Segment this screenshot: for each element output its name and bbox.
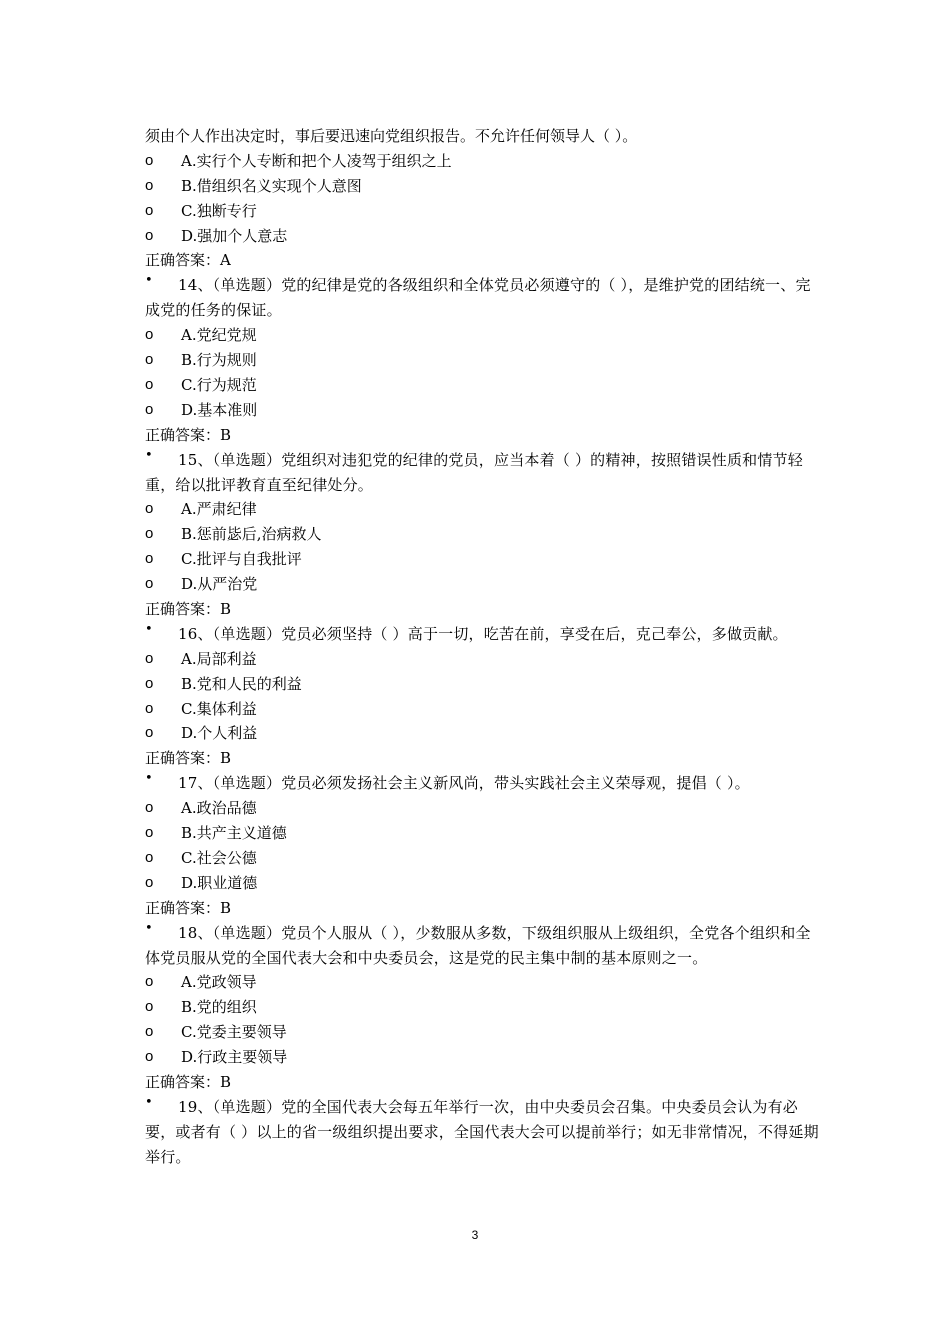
question-text: 15、（单选题）党组织对违犯党的纪律的党员，应当本着（ ）的精神，按照错误性质和情节轻重，给以批评教育直至纪律处分。 <box>145 450 803 494</box>
question-block <box>145 1095 820 1170</box>
question-text: 18、（单选题）党员个人服从（ ），少数服从多数，下级组织服从上级组织，全党各个组织和全体党员服从党的全国代表大会和中央委员会，这是党的民主集中制的基本原则之一。 <box>145 923 811 967</box>
option-bullet: o <box>145 699 154 717</box>
answer-line: 正确答案：B <box>145 898 232 917</box>
question-bullet: • <box>145 621 153 637</box>
answer-option <box>145 348 820 373</box>
question-text: 19、（单选题）党的全国代表大会每五年举行一次，由中央委员会召集。中央委员会认为有必要，或者有（ ）以上的省一级组织提出要求，全国代表大会可以提前举行；如无非常情况，不得延期举行。 <box>145 1097 819 1166</box>
answer-option <box>145 995 820 1020</box>
option-bullet: o <box>145 326 154 344</box>
option-text: D.个人利益 <box>181 724 258 743</box>
answer-option <box>145 672 820 697</box>
option-bullet: o <box>145 201 154 219</box>
option-text: C.行为规范 <box>181 375 257 394</box>
option-text: C.党委主要领导 <box>181 1023 287 1042</box>
page-number: 3 <box>471 1228 479 1242</box>
answer-option <box>145 497 820 522</box>
option-text: D.强加个人意志 <box>181 226 288 245</box>
option-bullet: o <box>145 799 154 817</box>
option-bullet: o <box>145 351 154 369</box>
option-text: C.集体利益 <box>181 699 257 718</box>
option-text: B.惩前毖后,治病救人 <box>181 525 322 544</box>
answer-option <box>145 522 820 547</box>
answer-line: 正确答案：B <box>145 1072 232 1091</box>
option-bullet: o <box>145 500 154 518</box>
answer-option <box>145 846 820 871</box>
answer-option <box>145 647 820 672</box>
answer-option <box>145 149 820 174</box>
option-bullet: o <box>145 550 154 568</box>
answer-option <box>145 970 820 995</box>
option-bullet: o <box>145 525 154 543</box>
option-text: B.借组织名义实现个人意图 <box>181 176 362 195</box>
option-text: A.政治品德 <box>181 799 257 818</box>
option-bullet: o <box>145 226 154 244</box>
question-bullet: • <box>145 920 153 936</box>
option-bullet: o <box>145 375 154 393</box>
option-bullet: o <box>145 649 154 667</box>
question-block <box>145 448 820 622</box>
option-bullet: o <box>145 1048 154 1066</box>
option-bullet: o <box>145 998 154 1016</box>
option-bullet: o <box>145 824 154 842</box>
option-text: B.行为规则 <box>181 351 257 370</box>
option-text: D.基本准则 <box>181 400 258 419</box>
answer-option <box>145 323 820 348</box>
answer-option <box>145 796 820 821</box>
question <box>145 1095 820 1170</box>
answer-option <box>145 547 820 572</box>
option-text: D.行政主要领导 <box>181 1048 288 1067</box>
answer-option <box>145 1020 820 1045</box>
option-bullet: o <box>145 575 154 593</box>
option-bullet: o <box>145 176 154 194</box>
option-text: B.党的组织 <box>181 998 257 1017</box>
answer-option <box>145 697 820 722</box>
question-bullet: • <box>145 1094 153 1110</box>
option-bullet: o <box>145 1023 154 1041</box>
option-bullet: o <box>145 151 154 169</box>
option-text: C.社会公德 <box>181 848 257 867</box>
option-text: A.党政领导 <box>181 973 257 992</box>
question-bullet: • <box>145 273 153 289</box>
option-text: A.局部利益 <box>181 649 257 668</box>
option-text: D.职业道德 <box>181 873 258 892</box>
question-text: 17、（单选题）党员必须发扬社会主义新风尚，带头实践社会主义荣辱观，提倡（ ）。 <box>178 774 750 793</box>
option-text: C.独断专行 <box>181 201 257 220</box>
option-text: A.党纪党规 <box>181 326 257 345</box>
answer-line: 正确答案：B <box>145 425 232 444</box>
question <box>145 622 820 647</box>
option-bullet: o <box>145 400 154 418</box>
option-text: D.从严治党 <box>181 575 258 594</box>
option-bullet: o <box>145 873 154 891</box>
option-bullet: o <box>145 848 154 866</box>
option-text: A.严肃纪律 <box>181 500 257 519</box>
question-continuation: 须由个人作出决定时，事后要迅速向党组织报告。不允许任何领导人（ ）。 <box>145 127 638 145</box>
answer-option <box>145 1045 820 1070</box>
option-bullet: o <box>145 674 154 692</box>
question-bullet: • <box>145 771 153 787</box>
question-block <box>145 622 820 771</box>
question-block <box>145 273 820 447</box>
answer-option <box>145 572 820 597</box>
answer-option <box>145 871 820 896</box>
option-text: A.实行个人专断和把个人凌驾于组织之上 <box>181 151 452 170</box>
answer-option <box>145 821 820 846</box>
question-text: 16、（单选题）党员必须坚持（ ）高于一切，吃苦在前，享受在后，克己奉公，多做贡献。 <box>178 624 788 643</box>
answer-option <box>145 398 820 423</box>
option-bullet: o <box>145 973 154 991</box>
answer-line: 正确答案：B <box>145 599 232 618</box>
question-text: 14、（单选题）党的纪律是党的各级组织和全体党员必须遵守的（ ），是维护党的团结统一、完成党的任务的保证。 <box>145 276 811 320</box>
answer-option <box>145 174 820 199</box>
question <box>145 771 820 796</box>
question <box>145 273 820 323</box>
document-page <box>145 124 820 1170</box>
answer-line: 正确答案：B <box>145 749 232 768</box>
answer-option <box>145 721 820 746</box>
question-block <box>145 771 820 920</box>
answer-option <box>145 373 820 398</box>
question-bullet: • <box>145 447 153 463</box>
question <box>145 448 820 498</box>
answer-option <box>145 224 820 249</box>
option-text: C.批评与自我批评 <box>181 550 302 569</box>
option-text: B.共产主义道德 <box>181 824 287 843</box>
question <box>145 921 820 971</box>
question-block <box>145 921 820 1095</box>
option-text: B.党和人民的利益 <box>181 674 302 693</box>
option-bullet: o <box>145 724 154 742</box>
answer-line: 正确答案：A <box>145 251 231 270</box>
answer-option <box>145 199 820 224</box>
